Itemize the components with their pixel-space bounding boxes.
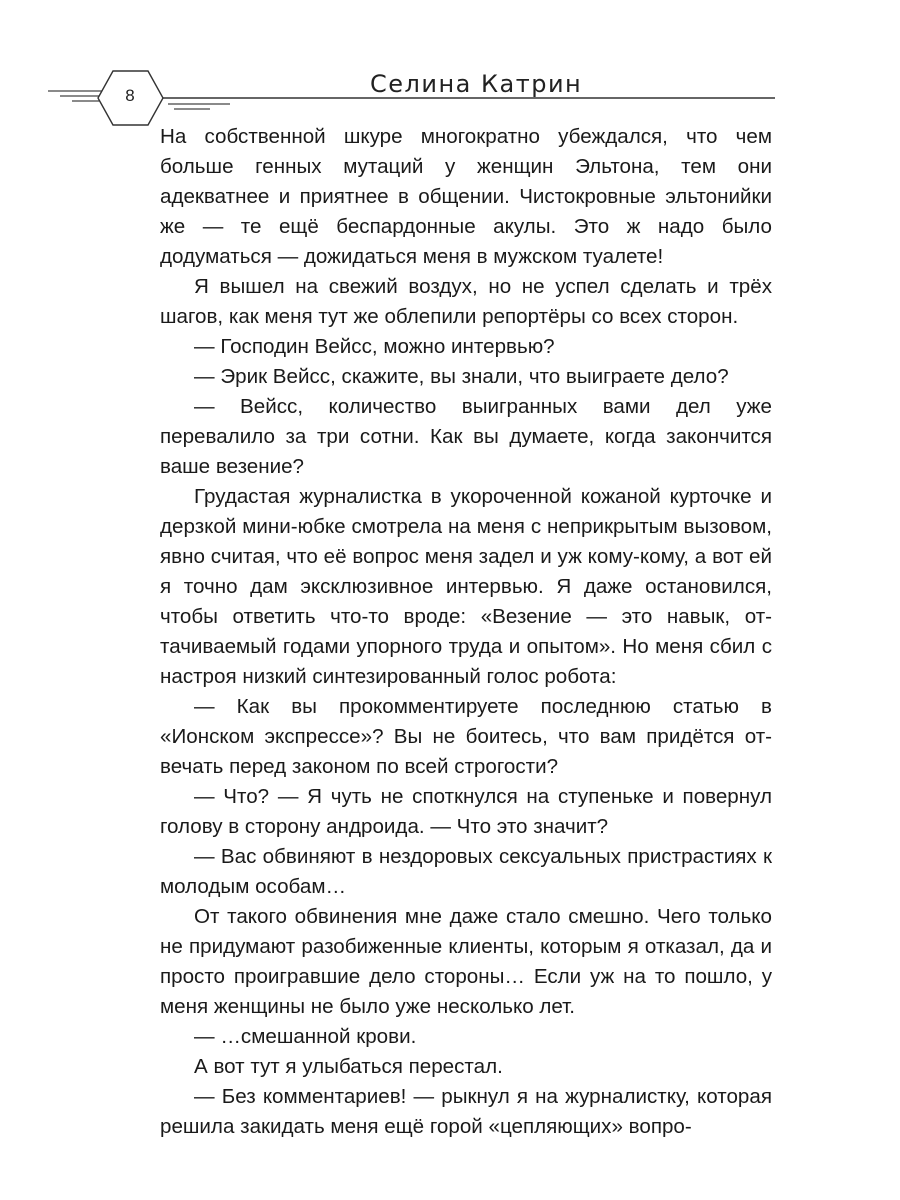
page-number: 8 bbox=[125, 86, 135, 105]
paragraph: А вот тут я улыбаться перестал. bbox=[194, 1055, 503, 1078]
paragraph: — Вас обвиняют в нездоровых сексуальных пристрастиях к молодым особам… bbox=[160, 845, 772, 898]
paragraph: На собственной шкуре многократно убеждался, что чем больше генных мутаций у женщин Эльтона, тем они адекватнее и приятнее в общении. Чистокровные эльтонийки же — те ещё беспардонные акулы. Это ж надо было додуматься — дожидаться меня в мужском туалете! bbox=[160, 125, 772, 268]
paragraph: — Без комментариев! — рыкнул я на журналистку, которая решила закидать меня ещё горой «цепляющих» вопро- bbox=[160, 1085, 772, 1138]
page-header bbox=[0, 0, 900, 140]
running-head-author: Селина Катрин bbox=[370, 70, 583, 98]
paragraph: — Что? — Я чуть не споткнулся на ступеньке и повернул голову в сторону андроида. — Что это значит? bbox=[160, 785, 772, 838]
paragraph: — Вейсс, количество выигранных вами дел уже перевалило за три сотни. Как вы думаете, когда закончится ваше везение? bbox=[160, 395, 772, 478]
paragraph: От такого обвинения мне даже стало смешно. Чего только не придумают разобиженные клиенты, которым я отказал, да и просто проигравшие дело стороны… Если уж на то пошло, у меня женщины не было уже несколько лет. bbox=[160, 905, 772, 1018]
paragraph: Грудастая журналистка в укороченной кожаной курточке и дерзкой мини-юбке смотрела на меня с неприкрытым вызовом, явно считая, что её вопрос меня задел и уж кому-кому, а вот ей я точно дам эксклюзивное интервью. Я даже остановился, чтобы ответить что-то вроде: «Везение — это навык, оттачиваемый годами упорного труда и опытом». Но меня сбил с настроя низкий синтезированный голос робота: bbox=[160, 485, 772, 688]
paragraph: — Эрик Вейсс, скажите, вы знали, что выиграете дело? bbox=[194, 365, 729, 388]
paragraph: Я вышел на свежий воздух, но не успел сделать и трёх шагов, как меня тут же облепили репортёры со всех сторон. bbox=[160, 275, 772, 328]
paragraph: — Господин Вейсс, можно интервью? bbox=[194, 335, 555, 358]
page-body bbox=[160, 122, 772, 1142]
paragraph: — …смешанной крови. bbox=[194, 1025, 417, 1048]
paragraph: — Как вы прокомментируете последнюю статью в «Ионском экспрессе»? Вы не боитесь, что вам придётся отвечать перед законом по всей строгости? bbox=[160, 695, 772, 778]
